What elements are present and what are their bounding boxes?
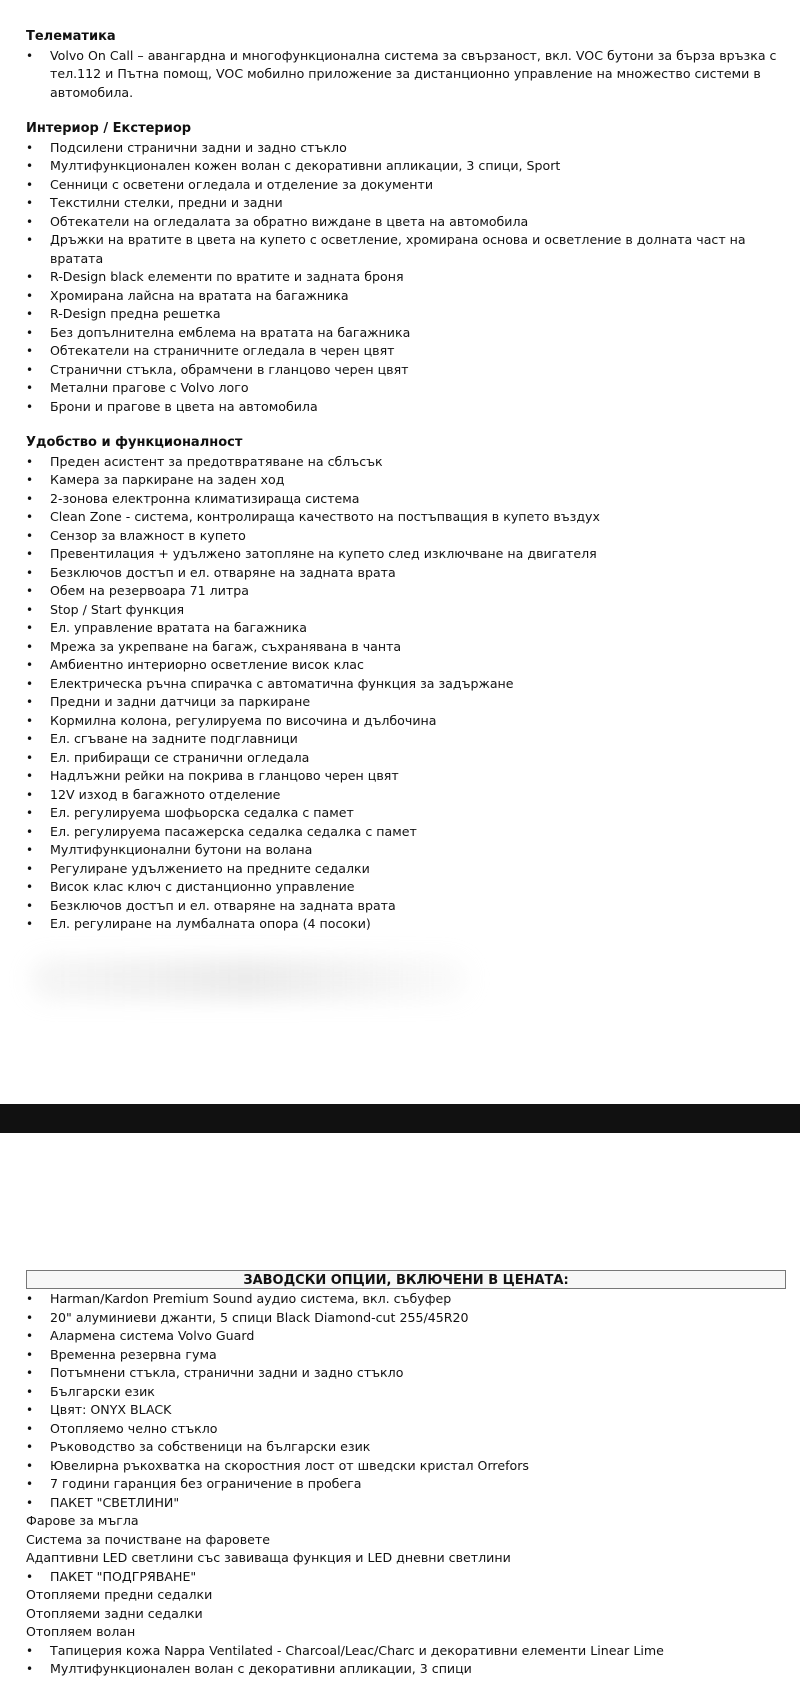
bullet-icon: • xyxy=(26,325,34,340)
bullet-icon: • xyxy=(26,140,34,155)
list-item xyxy=(26,841,786,860)
list-item xyxy=(26,47,786,103)
bullet-icon: • xyxy=(26,270,34,284)
telematics-heading: Телематика xyxy=(26,29,116,44)
bullet-icon: • xyxy=(26,917,34,931)
list-item xyxy=(26,1494,786,1513)
list-item-text: Ел. регулируема пасажерска седалка седалка с памет xyxy=(50,823,417,839)
list-item xyxy=(26,582,786,601)
bullet-icon: • xyxy=(26,1569,34,1584)
bullet-icon: • xyxy=(26,473,34,487)
bullet-icon: • xyxy=(26,806,34,820)
list-item xyxy=(26,1549,786,1568)
bullet-icon: • xyxy=(26,880,34,894)
list-item-text: Ел. управление вратата на багажника xyxy=(50,620,307,635)
list-item-text: Обем на резервоара 71 литра xyxy=(50,583,249,598)
black-separator-bar xyxy=(0,1104,800,1133)
bullet-icon: • xyxy=(26,1347,34,1362)
list-item xyxy=(26,767,786,786)
list-item-text: Отопляеми задни седалки xyxy=(26,1605,203,1621)
list-item-text: Брони и прагове в цвета на автомобила xyxy=(50,398,318,414)
list-item xyxy=(26,1642,786,1661)
list-item-text: Адаптивни LED светлини със завиваща функция и LED дневни светлини xyxy=(26,1550,511,1565)
bullet-icon: • xyxy=(26,621,34,635)
list-item-text: Предни и задни датчици за паркиране xyxy=(50,694,311,709)
list-item xyxy=(26,1309,786,1328)
bullet-icon: • xyxy=(26,1292,34,1306)
list-item-text: Мрежа за укрепване на багаж, съхранявана в чанта xyxy=(50,638,402,654)
list-item xyxy=(26,508,786,527)
bullet-icon: • xyxy=(26,1662,34,1676)
list-item xyxy=(26,1383,786,1402)
list-item xyxy=(26,213,786,232)
list-item-text: ПАКЕТ "СВЕТЛИНИ" xyxy=(50,1494,180,1510)
list-item-text: ПАКЕТ "ПОДГРЯВАНЕ" xyxy=(50,1568,197,1584)
list-item xyxy=(26,1512,786,1531)
bullet-icon: • xyxy=(26,307,34,321)
bullet-icon: • xyxy=(26,510,34,524)
list-item xyxy=(26,1531,786,1550)
list-item-text: Volvo On Call – авангардна и многофункционална система за свързаност, вкл. VOC бутони за бърза връзка с тел.112 и Пътна помощ, VOC мобилно приложение за дистанционно управление на множество системи в автомобила. xyxy=(50,47,777,100)
factory-options-title: ЗАВОДСКИ ОПЦИИ, ВКЛЮЧЕНИ В ЦЕНАТА: xyxy=(26,1270,786,1289)
bullet-icon: • xyxy=(26,898,34,913)
list-item-text: Сенници с осветени огледала и отделение за документи xyxy=(50,176,434,192)
list-item-text: Отопляеми предни седалки xyxy=(26,1587,213,1602)
list-item-text: Ел. прибиращи се странични огледала xyxy=(50,749,310,765)
list-item-text: Регулиране удължението на предните седалки xyxy=(50,860,370,876)
list-item-text: Отопляемо челно стъкло xyxy=(50,1420,218,1436)
bullet-icon: • xyxy=(26,491,34,506)
list-item-text: Безключов достъп и ел. отваряне на задната врата xyxy=(50,564,396,580)
list-item-text: R-Design предна решетка xyxy=(50,306,221,321)
list-item-text: Система за почистване на фаровете xyxy=(26,1531,270,1547)
comfort-section xyxy=(26,434,786,934)
list-item xyxy=(26,601,786,620)
interior-section xyxy=(26,120,786,416)
list-item xyxy=(26,1475,786,1494)
list-item xyxy=(26,545,786,564)
list-item-text: Преден асистент за предотвратяване на сблъсък xyxy=(50,453,383,469)
bullet-icon: • xyxy=(26,861,34,876)
list-item xyxy=(26,527,786,546)
factory-options-list xyxy=(26,1290,786,1679)
list-item-text: Ръководство за собственици на български език xyxy=(50,1439,371,1454)
list-item-text: Обтекатели на огледалата за обратно виждане в цвета на автомобила xyxy=(50,213,529,229)
list-item xyxy=(26,1438,786,1457)
list-item xyxy=(26,712,786,731)
list-item-text: Мултифункционален кожен волан с декоративни апликации, 3 спици, Sport xyxy=(50,158,561,173)
list-item-text: 7 години гаранция без ограничение в пробега xyxy=(50,1476,362,1491)
list-item xyxy=(26,823,786,842)
list-item xyxy=(26,342,786,361)
list-item xyxy=(26,638,786,657)
telematics-list xyxy=(26,47,786,103)
bullet-icon: • xyxy=(26,1384,34,1399)
list-item xyxy=(26,305,786,324)
list-item xyxy=(26,490,786,509)
list-item-text: Обтекатели на страничните огледала в черен цвят xyxy=(50,343,395,358)
list-item xyxy=(26,878,786,897)
list-item xyxy=(26,324,786,343)
list-item-text: Без допълнителна емблема на вратата на багажника xyxy=(50,324,411,340)
list-item xyxy=(26,564,786,583)
list-item xyxy=(26,268,786,287)
list-item-text: Текстилни стелки, предни и задни xyxy=(50,195,283,210)
list-item xyxy=(26,915,786,934)
list-item-text: Тапицерия кожа Nappa Ventilated - Charcoal/Leac/Charc и декоративни елементи Linear Lime xyxy=(50,1642,664,1658)
list-item xyxy=(26,1401,786,1420)
bullet-icon: • xyxy=(26,1403,34,1417)
bullet-icon: • xyxy=(26,1643,34,1658)
list-item-text: 2-зонова електронна климатизираща система xyxy=(50,490,360,506)
list-item-text: Временна резервна гума xyxy=(50,1346,217,1362)
bullet-icon: • xyxy=(26,233,34,247)
list-item xyxy=(26,619,786,638)
bullet-icon: • xyxy=(26,1421,34,1436)
bullet-icon: • xyxy=(26,843,34,857)
list-item xyxy=(26,730,786,749)
bullet-icon: • xyxy=(26,732,34,746)
list-item xyxy=(26,1568,786,1587)
list-item xyxy=(26,139,786,158)
list-item xyxy=(26,1586,786,1605)
bullet-icon: • xyxy=(26,1440,34,1454)
bullet-icon: • xyxy=(26,196,34,210)
bullet-icon: • xyxy=(26,658,34,672)
list-item-text: Безключов достъп и ел. отваряне на задната врата xyxy=(50,897,396,913)
list-item-text: Ювелирна ръкохватка на скоростния лост от шведски кристал Orrefors xyxy=(50,1457,529,1473)
bullet-icon: • xyxy=(26,48,34,63)
list-item-text: Ел. сгъване на задните подглавници xyxy=(50,731,298,746)
list-item xyxy=(26,361,786,380)
list-item-text: Надлъжни рейки на покрива в гланцово черен цвят xyxy=(50,768,399,783)
list-item-text: 20" алуминиеви джанти, 5 спици Black Diamond-cut 255/45R20 xyxy=(50,1309,469,1325)
list-item xyxy=(26,379,786,398)
bullet-icon: • xyxy=(26,676,34,691)
list-item-text: Кормилна колона, регулируема по височина и дълбочина xyxy=(50,712,437,728)
bullet-icon: • xyxy=(26,399,34,414)
list-item-text: Clean Zone - система, контролираща качеството на постъпващия в купето въздух xyxy=(50,509,600,524)
list-item xyxy=(26,398,786,417)
list-item xyxy=(26,897,786,916)
bullet-icon: • xyxy=(26,639,34,654)
list-item xyxy=(26,157,786,176)
bullet-icon: • xyxy=(26,565,34,580)
list-item-text: Мултифункционален волан с декоративни апликации, 3 спици xyxy=(50,1661,472,1676)
comfort-heading: Удобство и функционалност xyxy=(26,435,243,450)
list-item xyxy=(26,860,786,879)
list-item-text: Висок клас ключ с дистанционно управление xyxy=(50,879,355,894)
bullet-icon: • xyxy=(26,454,34,469)
list-item-text: Отопляем волан xyxy=(26,1624,136,1639)
list-item xyxy=(26,656,786,675)
list-item xyxy=(26,1457,786,1476)
list-item xyxy=(26,1605,786,1624)
list-item xyxy=(26,287,786,306)
list-item-text: Потъмнени стъкла, странични задни и задно стъкло xyxy=(50,1365,404,1380)
list-item xyxy=(26,749,786,768)
list-item-text: R-Design black елементи по вратите и задната броня xyxy=(50,269,404,284)
bullet-icon: • xyxy=(26,602,34,617)
list-item-text: Сензор за влажност в купето xyxy=(50,527,246,543)
bullet-icon: • xyxy=(26,1458,34,1473)
bullet-icon: • xyxy=(26,1329,34,1343)
bullet-icon: • xyxy=(26,214,34,229)
list-item-text: Камера за паркиране на заден ход xyxy=(50,472,285,487)
telematics-section xyxy=(26,28,786,102)
list-item-text: Хромирана лайсна на вратата на багажника xyxy=(50,287,349,303)
bullet-icon: • xyxy=(26,713,34,728)
blurred-region xyxy=(30,958,470,1000)
list-item-text: Ел. регулиране на лумбалната опора (4 посоки) xyxy=(50,916,371,931)
list-item xyxy=(26,1364,786,1383)
factory-options-section xyxy=(26,1290,786,1679)
bullet-icon: • xyxy=(26,1310,34,1325)
list-item xyxy=(26,176,786,195)
list-item xyxy=(26,786,786,805)
list-item xyxy=(26,693,786,712)
bullet-icon: • xyxy=(26,1495,34,1510)
list-item-text: Превентилация + удължено затопляне на купето след изключване на двигателя xyxy=(50,546,597,561)
list-item xyxy=(26,471,786,490)
bullet-icon: • xyxy=(26,1477,34,1491)
comfort-list xyxy=(26,453,786,934)
bullet-icon: • xyxy=(26,695,34,709)
bullet-icon: • xyxy=(26,769,34,783)
bullet-icon: • xyxy=(26,344,34,358)
bullet-icon: • xyxy=(26,787,34,802)
list-item-text: Амбиентно интериорно осветление висок клас xyxy=(50,657,364,672)
bullet-icon: • xyxy=(26,381,34,395)
interior-heading: Интериор / Екстериор xyxy=(26,121,192,136)
list-item-text: Мултифункционални бутони на волана xyxy=(50,842,313,857)
list-item-text: Harman/Kardon Premium Sound аудио система, вкл. събуфер xyxy=(50,1291,452,1306)
list-item xyxy=(26,1290,786,1309)
bullet-icon: • xyxy=(26,547,34,561)
list-item xyxy=(26,1623,786,1642)
list-item xyxy=(26,194,786,213)
bullet-icon: • xyxy=(26,584,34,598)
list-item-text: Дръжки на вратите в цвета на купето с осветление, хромирана основа и осветление в долната част на вратата xyxy=(50,232,746,266)
list-item-text: Алармена система Volvo Guard xyxy=(50,1328,255,1343)
list-item-text: Фарове за мъгла xyxy=(26,1513,139,1528)
list-item xyxy=(26,1327,786,1346)
bullet-icon: • xyxy=(26,362,34,377)
list-item-text: Подсилени странични задни и задно стъкло xyxy=(50,139,347,155)
list-item-text: Stop / Start функция xyxy=(50,601,185,617)
list-item-text: Метални прагове с Volvo лого xyxy=(50,380,249,395)
list-item-text: Електрическа ръчна спирачка с автоматична функция за задържане xyxy=(50,675,514,691)
list-item xyxy=(26,231,786,268)
list-item xyxy=(26,804,786,823)
list-item-text: Български език xyxy=(50,1383,155,1399)
list-item-text: Ел. регулируема шофьорска седалка с памет xyxy=(50,805,354,820)
bullet-icon: • xyxy=(26,159,34,173)
list-item-text: Цвят: ONYX BLACK xyxy=(50,1402,172,1417)
bullet-icon: • xyxy=(26,528,34,543)
list-item-text: Странични стъкла, обрамчени в гланцово черен цвят xyxy=(50,361,409,377)
interior-list xyxy=(26,139,786,417)
bullet-icon: • xyxy=(26,750,34,765)
list-item xyxy=(26,1660,786,1679)
list-item xyxy=(26,1420,786,1439)
bullet-icon: • xyxy=(26,177,34,192)
bullet-icon: • xyxy=(26,824,34,839)
list-item xyxy=(26,453,786,472)
list-item xyxy=(26,1346,786,1365)
list-item xyxy=(26,675,786,694)
bullet-icon: • xyxy=(26,288,34,303)
list-item-text: 12V изход в багажното отделение xyxy=(50,786,281,802)
bullet-icon: • xyxy=(26,1366,34,1380)
